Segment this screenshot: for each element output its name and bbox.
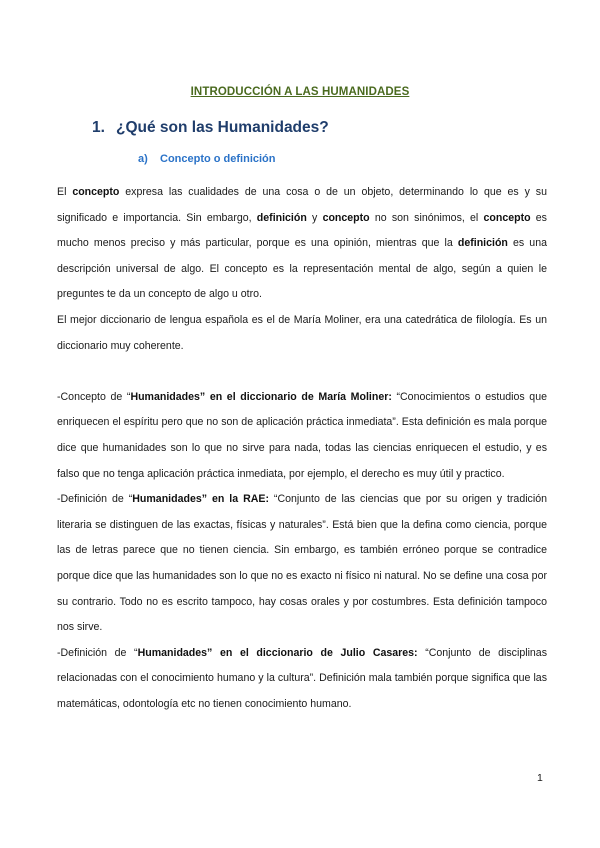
document-body — [57, 180, 547, 717]
bold-term: concepto — [72, 186, 120, 198]
bold-term: Humanidades” en la RAE: — [132, 493, 269, 506]
paragraph-def-casares — [57, 641, 547, 718]
text-run: -Definición de “ — [57, 646, 138, 659]
text-run: -Definición de “ — [57, 493, 133, 506]
bold-term: concepto — [322, 211, 370, 224]
text-run: El — [57, 186, 73, 198]
text-run: no son sinónimos, el — [369, 211, 484, 224]
paragraph-def-rae — [57, 487, 547, 641]
section-number: 1. — [92, 119, 105, 136]
section-heading — [92, 119, 329, 137]
section-heading-text: ¿Qué son las Humanidades? — [116, 119, 329, 136]
text-run: “Conjunto de las ciencias que por su origen y tradición literaria se distinguen de las exactas, físicas y naturales”. Está bien que la defina como ciencia, porque las de letras parece que no tienen ciencia. Sin embargo, es también erróneo porque se contradice porque dice que las humanidades son lo que no es exacto ni físico ni natural. No se define una cosa por su contrario. Todo no es escrito tampoco, hay cosas orales y por costumbres. Esta definición tampoco nos sirve. — [57, 493, 547, 634]
page-number: 1 — [537, 772, 543, 784]
bold-term: definición — [457, 237, 508, 250]
paragraph-moliner-intro: El mejor diccionario de lengua española es el de María Moliner, era una catedrática de filología. Es un diccionario muy coherente. — [57, 313, 547, 352]
text-run: “Conocimientos o estudios que enriquecen el espíritu pero que no son de aplicación práctica inmediata”. Esta definición es mala porque dice que humanidades son lo que no sirve para nada, todas las ciencias enriquecen el estudio, y es falso que no tenga aplicación práctica inmediata, por ejemplo, el derecho es muy útil y practico. — [57, 390, 547, 480]
document-title: INTRODUCCIÓN A LAS HUMANIDADES — [190, 86, 410, 98]
text-run: es una descripción universal de algo. El concepto es la representación mental de algo, según a quien le preguntes te da un concepto de algo u otro. — [57, 237, 547, 301]
paragraph-def-moliner — [57, 385, 547, 487]
text-run: -Concepto de “ — [57, 390, 131, 403]
text-run: es mucho menos preciso y más particular, porque es una opinión, mientras que la — [57, 211, 547, 250]
bold-term: Humanidades” en el diccionario de Julio Casares: — [137, 646, 418, 659]
text-run: expresa las cualidades de una cosa o de un objeto, determinando lo que es y su significado e importancia. Sin embargo, — [57, 186, 547, 224]
text-run: “Conjunto de disciplinas relacionadas con el conocimiento humano y la cultura”. Definición mala también porque significa que las matemáticas, odontología etc no tienen conocimiento humano. — [57, 646, 548, 710]
bold-term: concepto — [483, 211, 531, 224]
bold-term: Humanidades” en el diccionario de María Moliner: — [130, 390, 392, 403]
text-run: y — [306, 211, 323, 224]
subsection-number: a) — [138, 153, 148, 165]
paragraph-spacer — [57, 359, 547, 385]
paragraph-concepto — [57, 180, 547, 308]
subsection-heading — [138, 153, 276, 165]
subsection-heading-text: Concepto o definición — [160, 153, 276, 165]
bold-term: definición — [256, 211, 307, 224]
